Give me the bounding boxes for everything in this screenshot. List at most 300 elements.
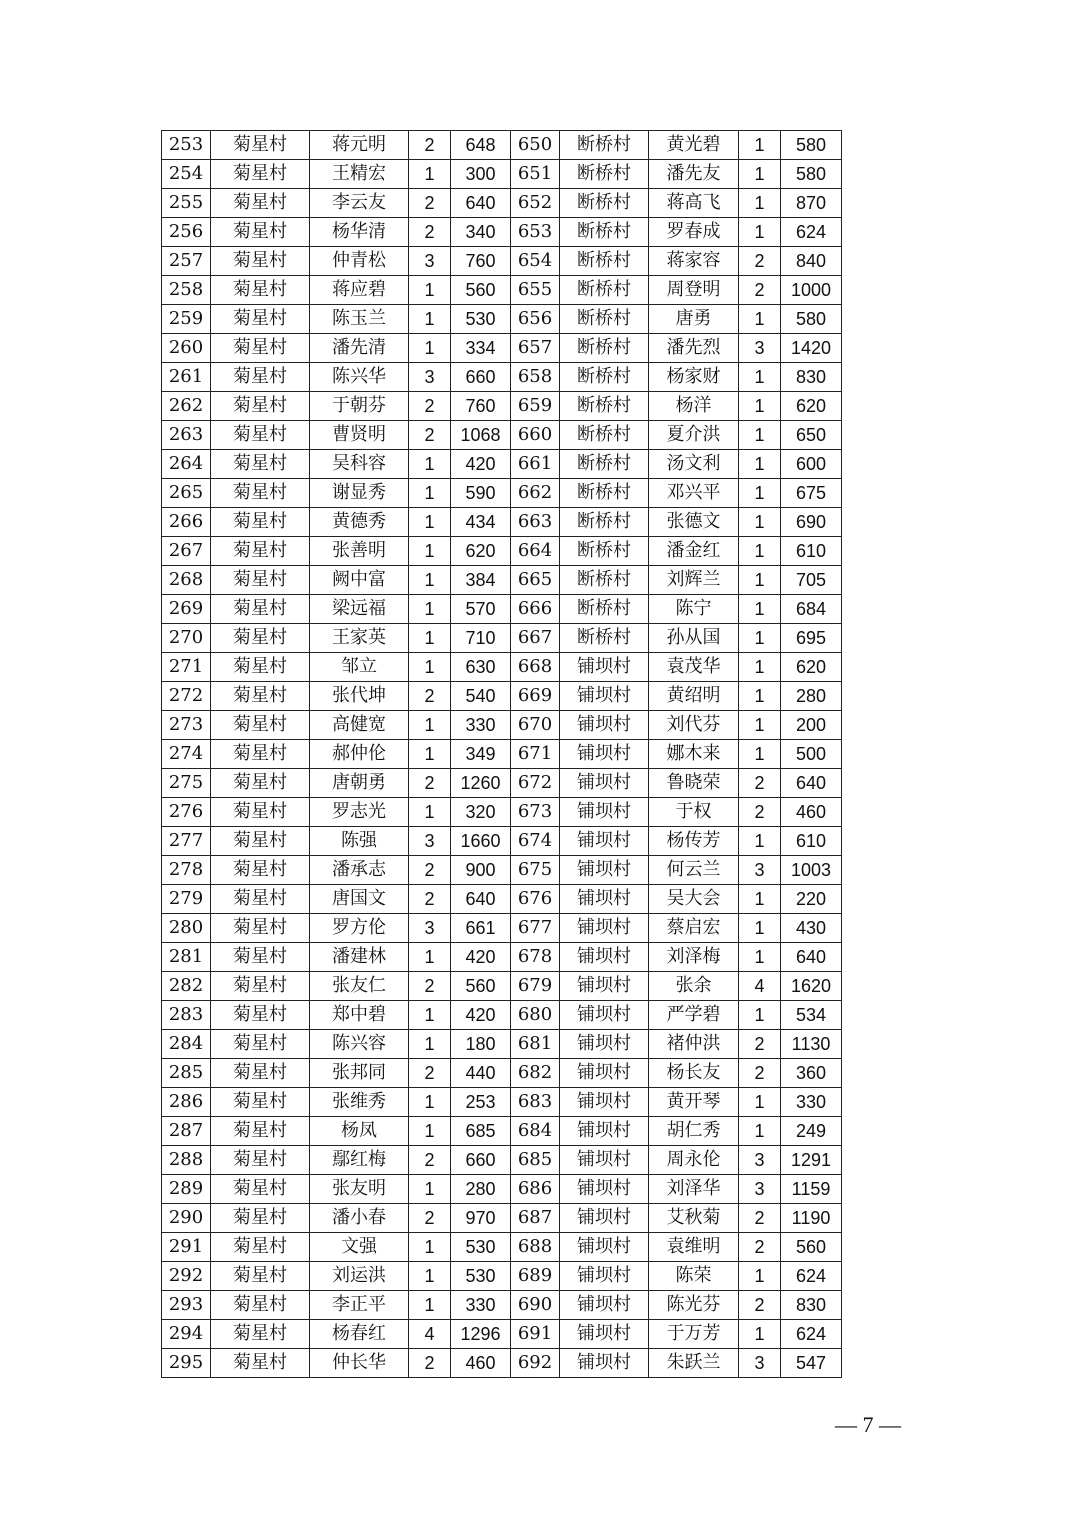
- amount-cell: 1000: [781, 276, 842, 305]
- household-count-cell: 3: [739, 334, 781, 363]
- person-name-cell: 褚仲洪: [649, 1030, 739, 1059]
- household-count-cell: 1: [739, 537, 781, 566]
- household-count-cell: 2: [739, 1059, 781, 1088]
- person-name-cell: 张代坤: [310, 682, 409, 711]
- village-cell: 菊星村: [211, 595, 310, 624]
- household-count-cell: 1: [409, 334, 451, 363]
- amount-cell: 580: [781, 131, 842, 160]
- amount-cell: 530: [451, 1262, 511, 1291]
- serial-number-cell: 678: [511, 943, 560, 972]
- household-count-cell: 1: [739, 508, 781, 537]
- amount-cell: 640: [781, 943, 842, 972]
- household-count-cell: 1: [409, 566, 451, 595]
- household-count-cell: 2: [409, 856, 451, 885]
- table-row: [162, 1059, 842, 1088]
- amount-cell: 1159: [781, 1175, 842, 1204]
- amount-cell: 384: [451, 566, 511, 595]
- amount-cell: 1660: [451, 827, 511, 856]
- person-name-cell: 杨传芳: [649, 827, 739, 856]
- household-count-cell: 1: [739, 827, 781, 856]
- village-cell: 菊星村: [211, 769, 310, 798]
- serial-number-cell: 283: [162, 1001, 211, 1030]
- village-cell: 铺坝村: [560, 1117, 649, 1146]
- person-name-cell: 吴科容: [310, 450, 409, 479]
- serial-number-cell: 266: [162, 508, 211, 537]
- household-count-cell: 1: [409, 1088, 451, 1117]
- village-cell: 断桥村: [560, 421, 649, 450]
- table-row: [162, 479, 842, 508]
- village-cell: 菊星村: [211, 740, 310, 769]
- person-name-cell: 邓兴平: [649, 479, 739, 508]
- village-cell: 断桥村: [560, 479, 649, 508]
- serial-number-cell: 654: [511, 247, 560, 276]
- person-name-cell: 郑中碧: [310, 1001, 409, 1030]
- village-cell: 断桥村: [560, 305, 649, 334]
- household-count-cell: 3: [739, 856, 781, 885]
- person-name-cell: 陈强: [310, 827, 409, 856]
- village-cell: 铺坝村: [560, 914, 649, 943]
- person-name-cell: 刘泽梅: [649, 943, 739, 972]
- serial-number-cell: 675: [511, 856, 560, 885]
- serial-number-cell: 652: [511, 189, 560, 218]
- table-row: [162, 827, 842, 856]
- serial-number-cell: 692: [511, 1349, 560, 1378]
- village-cell: 菊星村: [211, 1030, 310, 1059]
- table-row: [162, 1262, 842, 1291]
- person-name-cell: 刘辉兰: [649, 566, 739, 595]
- person-name-cell: 潘先友: [649, 160, 739, 189]
- village-cell: 断桥村: [560, 218, 649, 247]
- village-cell: 断桥村: [560, 392, 649, 421]
- amount-cell: 830: [781, 363, 842, 392]
- person-name-cell: 潘金红: [649, 537, 739, 566]
- serial-number-cell: 290: [162, 1204, 211, 1233]
- person-name-cell: 张德文: [649, 508, 739, 537]
- serial-number-cell: 682: [511, 1059, 560, 1088]
- household-count-cell: 1: [409, 1175, 451, 1204]
- person-name-cell: 罗志光: [310, 798, 409, 827]
- amount-cell: 280: [781, 682, 842, 711]
- village-cell: 菊星村: [211, 1146, 310, 1175]
- serial-number-cell: 679: [511, 972, 560, 1001]
- village-cell: 铺坝村: [560, 1204, 649, 1233]
- serial-number-cell: 676: [511, 885, 560, 914]
- household-count-cell: 2: [739, 798, 781, 827]
- table-row: [162, 537, 842, 566]
- amount-cell: 650: [781, 421, 842, 450]
- household-count-cell: 1: [409, 740, 451, 769]
- village-cell: 菊星村: [211, 1088, 310, 1117]
- household-count-cell: 1: [739, 131, 781, 160]
- village-cell: 铺坝村: [560, 1262, 649, 1291]
- village-cell: 菊星村: [211, 827, 310, 856]
- amount-cell: 640: [451, 885, 511, 914]
- amount-cell: 580: [781, 305, 842, 334]
- household-count-cell: 2: [409, 1146, 451, 1175]
- serial-number-cell: 294: [162, 1320, 211, 1349]
- amount-cell: 660: [451, 363, 511, 392]
- serial-number-cell: 666: [511, 595, 560, 624]
- village-cell: 铺坝村: [560, 856, 649, 885]
- amount-cell: 420: [451, 1001, 511, 1030]
- serial-number-cell: 660: [511, 421, 560, 450]
- serial-number-cell: 259: [162, 305, 211, 334]
- amount-cell: 560: [451, 972, 511, 1001]
- household-count-cell: 1: [739, 160, 781, 189]
- table-row: [162, 1088, 842, 1117]
- serial-number-cell: 285: [162, 1059, 211, 1088]
- table-row: [162, 363, 842, 392]
- person-name-cell: 杨凤: [310, 1117, 409, 1146]
- table-row: [162, 740, 842, 769]
- village-cell: 菊星村: [211, 1320, 310, 1349]
- amount-cell: 1620: [781, 972, 842, 1001]
- village-cell: 铺坝村: [560, 711, 649, 740]
- table-row: [162, 798, 842, 827]
- person-name-cell: 夏介洪: [649, 421, 739, 450]
- amount-cell: 970: [451, 1204, 511, 1233]
- serial-number-cell: 264: [162, 450, 211, 479]
- person-name-cell: 唐国文: [310, 885, 409, 914]
- person-name-cell: 潘小春: [310, 1204, 409, 1233]
- household-count-cell: 1: [409, 624, 451, 653]
- amount-cell: 570: [451, 595, 511, 624]
- person-name-cell: 潘承志: [310, 856, 409, 885]
- village-cell: 断桥村: [560, 624, 649, 653]
- table-row: [162, 247, 842, 276]
- household-count-cell: 1: [739, 1001, 781, 1030]
- household-count-cell: 1: [409, 479, 451, 508]
- person-name-cell: 陈宁: [649, 595, 739, 624]
- amount-cell: 1068: [451, 421, 511, 450]
- household-count-cell: 1: [739, 189, 781, 218]
- person-name-cell: 张友仁: [310, 972, 409, 1001]
- amount-cell: 630: [451, 653, 511, 682]
- household-count-cell: 3: [409, 914, 451, 943]
- person-name-cell: 艾秋菊: [649, 1204, 739, 1233]
- table-row: [162, 653, 842, 682]
- amount-cell: 460: [451, 1349, 511, 1378]
- serial-number-cell: 672: [511, 769, 560, 798]
- serial-number-cell: 258: [162, 276, 211, 305]
- serial-number-cell: 260: [162, 334, 211, 363]
- amount-cell: 624: [781, 1262, 842, 1291]
- village-cell: 铺坝村: [560, 827, 649, 856]
- amount-cell: 330: [451, 711, 511, 740]
- household-count-cell: 1: [739, 943, 781, 972]
- person-name-cell: 陈兴华: [310, 363, 409, 392]
- amount-cell: 660: [451, 1146, 511, 1175]
- household-count-cell: 1: [409, 943, 451, 972]
- table-row: [162, 769, 842, 798]
- amount-cell: 590: [451, 479, 511, 508]
- household-count-cell: 1: [409, 1233, 451, 1262]
- person-name-cell: 张维秀: [310, 1088, 409, 1117]
- village-cell: 断桥村: [560, 566, 649, 595]
- household-count-cell: 1: [409, 711, 451, 740]
- village-cell: 菊星村: [211, 1291, 310, 1320]
- person-name-cell: 王家英: [310, 624, 409, 653]
- table-row: [162, 508, 842, 537]
- serial-number-cell: 262: [162, 392, 211, 421]
- person-name-cell: 汤文利: [649, 450, 739, 479]
- serial-number-cell: 269: [162, 595, 211, 624]
- household-count-cell: 1: [739, 305, 781, 334]
- village-cell: 菊星村: [211, 247, 310, 276]
- amount-cell: 760: [451, 247, 511, 276]
- table-row: [162, 972, 842, 1001]
- village-cell: 菊星村: [211, 1349, 310, 1378]
- table-row: [162, 276, 842, 305]
- serial-number-cell: 667: [511, 624, 560, 653]
- table-row: [162, 450, 842, 479]
- person-name-cell: 潘先清: [310, 334, 409, 363]
- serial-number-cell: 253: [162, 131, 211, 160]
- serial-number-cell: 680: [511, 1001, 560, 1030]
- person-name-cell: 仲青松: [310, 247, 409, 276]
- amount-cell: 253: [451, 1088, 511, 1117]
- amount-cell: 360: [781, 1059, 842, 1088]
- person-name-cell: 蒋家容: [649, 247, 739, 276]
- household-count-cell: 2: [409, 682, 451, 711]
- person-name-cell: 吴大会: [649, 885, 739, 914]
- household-count-cell: 1: [739, 1320, 781, 1349]
- household-count-cell: 1: [739, 711, 781, 740]
- table-row: [162, 421, 842, 450]
- table-row: [162, 218, 842, 247]
- serial-number-cell: 668: [511, 653, 560, 682]
- household-count-cell: 1: [409, 1291, 451, 1320]
- household-count-cell: 1: [409, 1030, 451, 1059]
- village-cell: 铺坝村: [560, 1030, 649, 1059]
- village-cell: 菊星村: [211, 363, 310, 392]
- village-cell: 断桥村: [560, 450, 649, 479]
- serial-number-cell: 291: [162, 1233, 211, 1262]
- village-cell: 菊星村: [211, 305, 310, 334]
- person-name-cell: 阙中富: [310, 566, 409, 595]
- serial-number-cell: 288: [162, 1146, 211, 1175]
- person-name-cell: 曹贤明: [310, 421, 409, 450]
- village-cell: 铺坝村: [560, 682, 649, 711]
- table-row: [162, 131, 842, 160]
- table-row: [162, 914, 842, 943]
- serial-number-cell: 287: [162, 1117, 211, 1146]
- serial-number-cell: 256: [162, 218, 211, 247]
- roster-table: [161, 130, 842, 1378]
- table-row: [162, 566, 842, 595]
- household-count-cell: 1: [739, 1088, 781, 1117]
- village-cell: 菊星村: [211, 1117, 310, 1146]
- household-count-cell: 2: [409, 131, 451, 160]
- amount-cell: 249: [781, 1117, 842, 1146]
- serial-number-cell: 653: [511, 218, 560, 247]
- serial-number-cell: 683: [511, 1088, 560, 1117]
- household-count-cell: 1: [739, 479, 781, 508]
- serial-number-cell: 688: [511, 1233, 560, 1262]
- amount-cell: 330: [781, 1088, 842, 1117]
- amount-cell: 500: [781, 740, 842, 769]
- table-row: [162, 1001, 842, 1030]
- serial-number-cell: 278: [162, 856, 211, 885]
- amount-cell: 320: [451, 798, 511, 827]
- person-name-cell: 周登明: [649, 276, 739, 305]
- amount-cell: 530: [451, 1233, 511, 1262]
- household-count-cell: 1: [409, 450, 451, 479]
- village-cell: 铺坝村: [560, 972, 649, 1001]
- person-name-cell: 袁茂华: [649, 653, 739, 682]
- household-count-cell: 1: [739, 218, 781, 247]
- person-name-cell: 周永伦: [649, 1146, 739, 1175]
- person-name-cell: 李正平: [310, 1291, 409, 1320]
- amount-cell: 685: [451, 1117, 511, 1146]
- amount-cell: 420: [451, 943, 511, 972]
- household-count-cell: 2: [409, 392, 451, 421]
- amount-cell: 870: [781, 189, 842, 218]
- serial-number-cell: 687: [511, 1204, 560, 1233]
- village-cell: 断桥村: [560, 537, 649, 566]
- table-row: [162, 160, 842, 189]
- village-cell: 菊星村: [211, 566, 310, 595]
- household-count-cell: 1: [739, 1262, 781, 1291]
- amount-cell: 530: [451, 305, 511, 334]
- village-cell: 铺坝村: [560, 943, 649, 972]
- amount-cell: 830: [781, 1291, 842, 1320]
- serial-number-cell: 284: [162, 1030, 211, 1059]
- amount-cell: 340: [451, 218, 511, 247]
- amount-cell: 675: [781, 479, 842, 508]
- serial-number-cell: 273: [162, 711, 211, 740]
- table-row: [162, 595, 842, 624]
- village-cell: 铺坝村: [560, 1349, 649, 1378]
- table-row: [162, 856, 842, 885]
- village-cell: 铺坝村: [560, 740, 649, 769]
- person-name-cell: 袁维明: [649, 1233, 739, 1262]
- person-name-cell: 杨洋: [649, 392, 739, 421]
- household-count-cell: 1: [739, 914, 781, 943]
- village-cell: 铺坝村: [560, 885, 649, 914]
- table-row: [162, 1146, 842, 1175]
- amount-cell: 640: [451, 189, 511, 218]
- person-name-cell: 高健宽: [310, 711, 409, 740]
- person-name-cell: 李云友: [310, 189, 409, 218]
- amount-cell: 560: [781, 1233, 842, 1262]
- serial-number-cell: 685: [511, 1146, 560, 1175]
- household-count-cell: 3: [409, 363, 451, 392]
- village-cell: 铺坝村: [560, 1291, 649, 1320]
- amount-cell: 1296: [451, 1320, 511, 1349]
- person-name-cell: 蒋高飞: [649, 189, 739, 218]
- serial-number-cell: 271: [162, 653, 211, 682]
- amount-cell: 560: [451, 276, 511, 305]
- serial-number-cell: 661: [511, 450, 560, 479]
- serial-number-cell: 684: [511, 1117, 560, 1146]
- household-count-cell: 1: [409, 1117, 451, 1146]
- village-cell: 菊星村: [211, 189, 310, 218]
- roster-body: [162, 131, 842, 1378]
- person-name-cell: 刘代芬: [649, 711, 739, 740]
- serial-number-cell: 665: [511, 566, 560, 595]
- table-row: [162, 1233, 842, 1262]
- amount-cell: 580: [781, 160, 842, 189]
- amount-cell: 547: [781, 1349, 842, 1378]
- person-name-cell: 蔡启宏: [649, 914, 739, 943]
- serial-number-cell: 265: [162, 479, 211, 508]
- amount-cell: 1003: [781, 856, 842, 885]
- table-row: [162, 682, 842, 711]
- serial-number-cell: 261: [162, 363, 211, 392]
- household-count-cell: 2: [739, 1233, 781, 1262]
- amount-cell: 610: [781, 827, 842, 856]
- village-cell: 菊星村: [211, 218, 310, 247]
- amount-cell: 440: [451, 1059, 511, 1088]
- table-row: [162, 189, 842, 218]
- household-count-cell: 1: [739, 624, 781, 653]
- person-name-cell: 鲁晓荣: [649, 769, 739, 798]
- amount-cell: 334: [451, 334, 511, 363]
- amount-cell: 280: [451, 1175, 511, 1204]
- village-cell: 断桥村: [560, 595, 649, 624]
- person-name-cell: 何云兰: [649, 856, 739, 885]
- amount-cell: 534: [781, 1001, 842, 1030]
- serial-number-cell: 659: [511, 392, 560, 421]
- village-cell: 断桥村: [560, 508, 649, 537]
- household-count-cell: 1: [409, 798, 451, 827]
- serial-number-cell: 255: [162, 189, 211, 218]
- village-cell: 菊星村: [211, 160, 310, 189]
- person-name-cell: 刘运洪: [310, 1262, 409, 1291]
- person-name-cell: 黄开琴: [649, 1088, 739, 1117]
- village-cell: 铺坝村: [560, 1146, 649, 1175]
- village-cell: 铺坝村: [560, 1175, 649, 1204]
- village-cell: 铺坝村: [560, 1088, 649, 1117]
- table-row: [162, 624, 842, 653]
- person-name-cell: 严学碧: [649, 1001, 739, 1030]
- amount-cell: 220: [781, 885, 842, 914]
- person-name-cell: 张余: [649, 972, 739, 1001]
- household-count-cell: 1: [739, 885, 781, 914]
- table-row: [162, 1204, 842, 1233]
- person-name-cell: 杨长友: [649, 1059, 739, 1088]
- village-cell: 铺坝村: [560, 653, 649, 682]
- table-row: [162, 305, 842, 334]
- household-count-cell: 2: [739, 1204, 781, 1233]
- person-name-cell: 郝仲伦: [310, 740, 409, 769]
- household-count-cell: 2: [739, 247, 781, 276]
- serial-number-cell: 263: [162, 421, 211, 450]
- page-number: — 7 —: [835, 1412, 901, 1437]
- village-cell: 断桥村: [560, 276, 649, 305]
- village-cell: 断桥村: [560, 363, 649, 392]
- person-name-cell: 陈荣: [649, 1262, 739, 1291]
- village-cell: 铺坝村: [560, 798, 649, 827]
- amount-cell: 648: [451, 131, 511, 160]
- table-row: [162, 1030, 842, 1059]
- serial-number-cell: 292: [162, 1262, 211, 1291]
- village-cell: 菊星村: [211, 943, 310, 972]
- amount-cell: 760: [451, 392, 511, 421]
- village-cell: 断桥村: [560, 189, 649, 218]
- serial-number-cell: 254: [162, 160, 211, 189]
- serial-number-cell: 293: [162, 1291, 211, 1320]
- table-row: [162, 1320, 842, 1349]
- serial-number-cell: 671: [511, 740, 560, 769]
- household-count-cell: 2: [409, 972, 451, 1001]
- serial-number-cell: 281: [162, 943, 211, 972]
- amount-cell: 610: [781, 537, 842, 566]
- household-count-cell: 1: [409, 305, 451, 334]
- village-cell: 菊星村: [211, 653, 310, 682]
- village-cell: 铺坝村: [560, 1059, 649, 1088]
